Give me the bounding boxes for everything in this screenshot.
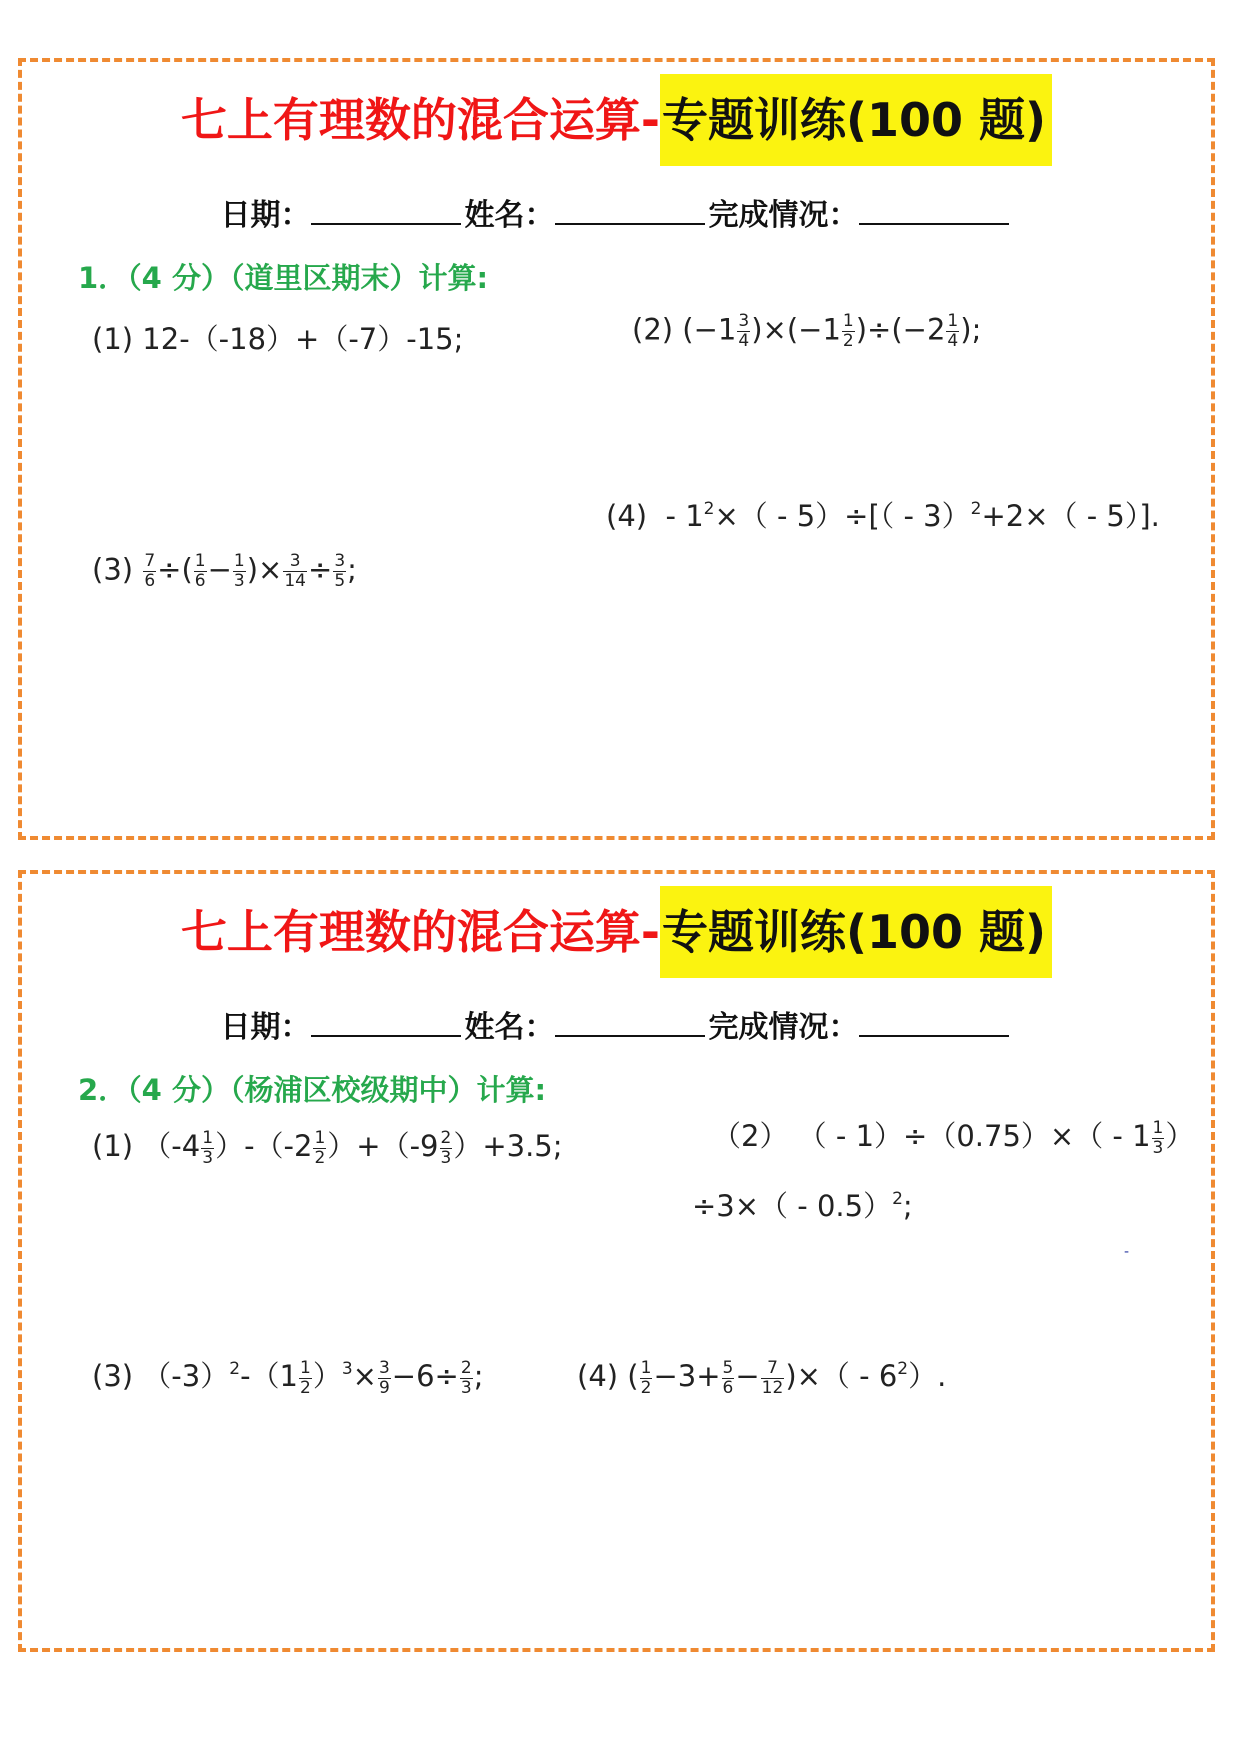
title-dash: - xyxy=(640,93,660,147)
problem-1-1: (1) 12-（-18）+（-7）-15; xyxy=(92,322,464,356)
question-header: 2．（4 分）（杨浦区校级期中）计算: xyxy=(78,1073,547,1107)
name-blank[interactable] xyxy=(555,1009,705,1037)
problem-label: （2） xyxy=(712,1119,789,1153)
problem-2-2-cont: ÷3×（ - 0.5）$^2$; xyxy=(692,1189,913,1223)
fraction: $\frac{5}{6}$ xyxy=(722,1357,734,1398)
fraction: $\frac{1}{2}$ xyxy=(640,1357,652,1398)
fraction: $\frac{3}{9}$ xyxy=(378,1357,390,1398)
problem-2-1: (1) （-4 $\frac{1}{3}$ ）-（-2 $\frac{1}{2}$ ）+（-9 $\frac{2}{3}$ ）+3.5; xyxy=(92,1127,563,1168)
problem-label: (3) xyxy=(92,552,134,587)
title-dash: - xyxy=(640,905,660,959)
status-label: 完成情况： xyxy=(708,198,859,233)
date-label: 日期： xyxy=(220,1010,311,1045)
fraction: $\frac{7}{6}$ xyxy=(144,551,156,591)
fraction: $\frac{1}{6}$ xyxy=(194,551,206,591)
problem-2-4: (4) ( $\frac{1}{2}$ −3+ $\frac{5}{6}$ − $\frac{7}{12}$ )×（ - $6^2$）. xyxy=(577,1357,947,1398)
name-blank[interactable] xyxy=(555,197,705,225)
problem-label: (2) xyxy=(632,312,674,347)
fraction: $\frac{3}{14}$ xyxy=(284,551,306,591)
status-label: 完成情况： xyxy=(708,1010,859,1045)
stray-mark: - xyxy=(1124,1244,1130,1260)
fraction: $\frac{1}{3}$ xyxy=(233,551,245,591)
fraction: $\frac{2}{3}$ xyxy=(440,1127,452,1168)
info-line xyxy=(22,1002,1211,1046)
fraction: $\frac{1}{2}$ xyxy=(314,1127,326,1168)
problem-label: (3) xyxy=(92,1359,134,1393)
worksheet-card-2 xyxy=(18,870,1215,1652)
name-label: 姓名： xyxy=(464,1010,555,1045)
title-main: 七上有理数的混合运算 xyxy=(180,905,641,959)
worksheet-title xyxy=(22,886,1211,978)
fraction: $\frac{1}{2}$ xyxy=(299,1357,311,1398)
problem-1-2: (2) (−1 $\frac{3}{4}$ )×(−1 $\frac{1}{2}$ )÷(−2 $\frac{1}{4}$ ); xyxy=(632,311,982,351)
fraction: $\frac{3}{4}$ xyxy=(738,311,750,351)
title-highlight: 专题训练(100 题) xyxy=(660,74,1052,166)
fraction: $\frac{1}{3}$ xyxy=(202,1127,214,1168)
fraction: $\frac{3}{5}$ xyxy=(334,551,346,591)
date-blank[interactable] xyxy=(311,197,461,225)
question-header: 1．（4 分）（道里区期末）计算: xyxy=(78,261,489,295)
fraction: $\frac{2}{3}$ xyxy=(460,1357,472,1398)
fraction: $\frac{1}{4}$ xyxy=(947,311,959,351)
problem-label: (4) xyxy=(606,499,648,533)
fraction: $\frac{1}{3}$ xyxy=(1152,1117,1164,1158)
title-highlight: 专题训练(100 题) xyxy=(660,886,1052,978)
problem-label: (1) xyxy=(92,1129,134,1163)
name-label: 姓名： xyxy=(464,198,555,233)
fraction: $\frac{7}{12}$ xyxy=(761,1357,784,1398)
problem-label: (4) xyxy=(577,1359,619,1393)
fraction: $\frac{1}{2}$ xyxy=(842,311,854,351)
date-blank[interactable] xyxy=(311,1009,461,1037)
status-blank[interactable] xyxy=(859,1009,1009,1037)
worksheet-card-1 xyxy=(18,58,1215,840)
info-line xyxy=(22,190,1211,234)
date-label: 日期： xyxy=(220,198,311,233)
problem-2-3: (3) $(-3)^2-(1$ $\frac{1}{2}$ ）$^3$× $\frac{3}{9}$ −6÷ $\frac{2}{3}$ ; xyxy=(92,1357,484,1398)
worksheet-title xyxy=(22,74,1211,166)
title-main: 七上有理数的混合运算 xyxy=(180,93,641,147)
problem-1-4: $(4) - 1^2\times( - 5)\div[( - 3)^2+2\times( - 5)]$. xyxy=(606,499,1160,533)
status-blank[interactable] xyxy=(859,197,1009,225)
problem-2-2: （2） （ - 1）÷（0.75）×（ - 1 $\frac{1}{3}$ ） xyxy=(712,1117,1195,1158)
problem-1-3: (3) $\frac{7}{6}$ ÷( $\frac{1}{6}$ − $\frac{1}{3}$ )× $\frac{3}{14}$ ÷ $\frac{3}{5}$ ; xyxy=(92,551,357,591)
